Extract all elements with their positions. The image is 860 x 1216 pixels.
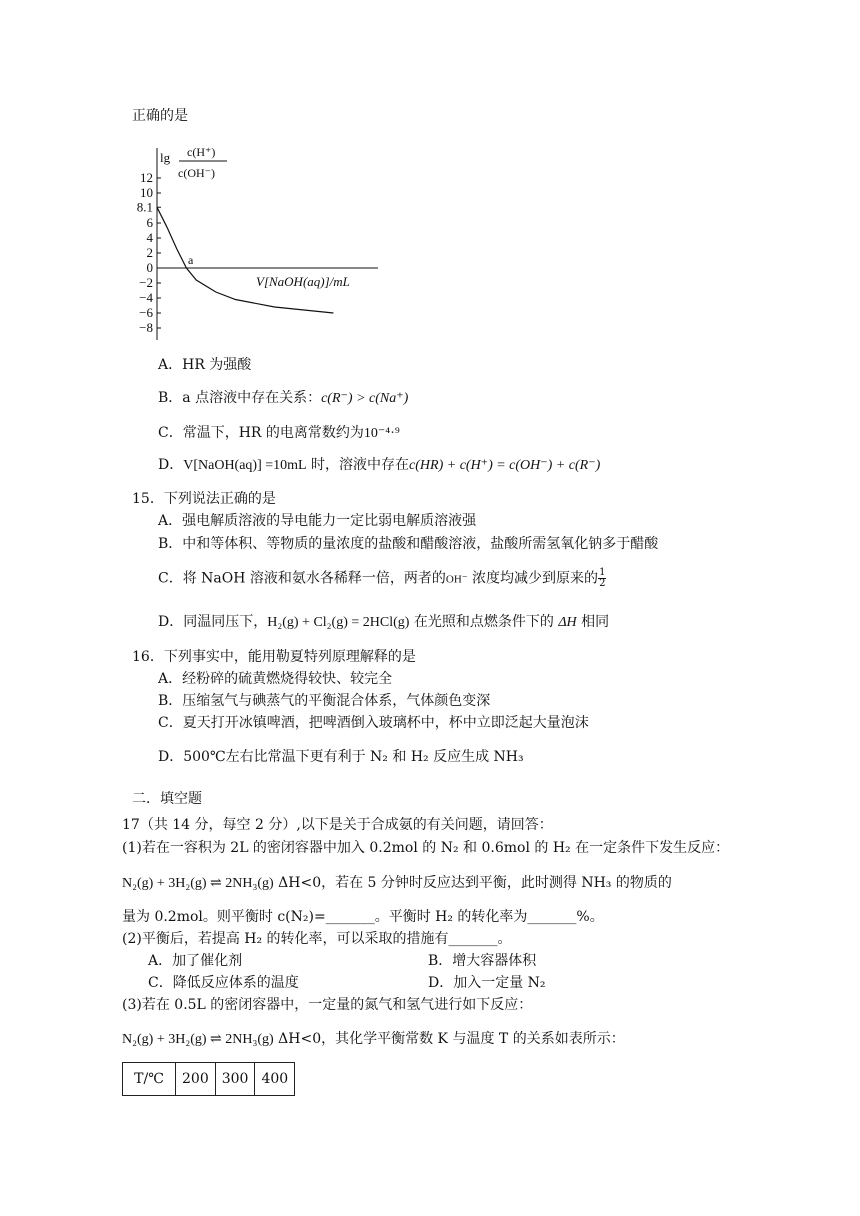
- q14-c-prefix: C．常温下，HR 的电离常数约为: [158, 425, 364, 441]
- q14-b-prefix: B．a 点溶液中存在关系：: [158, 390, 322, 406]
- q16-option-b: B．压缩氢气与碘蒸气的平衡混合体系，气体颜色变深: [158, 693, 491, 709]
- y-tick-label: 6: [146, 215, 153, 230]
- fraction-one-half: [598, 568, 606, 589]
- y-label-denominator: c(OH⁻): [178, 166, 215, 180]
- q15-option-d: [158, 613, 609, 632]
- q17-part3b: ΔH<0，其化学平衡常数 K 与温度 T 的关系如表所示：: [273, 1031, 625, 1047]
- point-a-label: a: [188, 253, 194, 267]
- q15-option-c: [158, 568, 606, 589]
- fraction-denominator: 2: [599, 578, 606, 589]
- y-tick-label: 0: [146, 260, 153, 275]
- equilibrium-table: [122, 1062, 295, 1096]
- q16-stem: 16．下列事实中，能用勒夏特列原理解释的是: [132, 649, 416, 665]
- q17-p2-option-a: A．加了催化剂: [148, 953, 243, 969]
- q16-option-d: D．500℃左右比常温下更有利于 N₂ 和 H₂ 反应生成 NH₃: [158, 749, 524, 765]
- q17-equation-2: N₂(g) + 3H₂(g) ⇌ 2NH₃(g): [122, 1032, 274, 1047]
- q17-part2: (2)平衡后，若提高 H₂ 的转化率，可以采取的措施有_______。: [122, 931, 512, 947]
- y-label-numerator: c(H⁺): [187, 145, 216, 159]
- q17-equation: N₂(g) + 3H₂(g) ⇌ 2NH₃(g): [122, 876, 274, 891]
- q15-d-prefix: D．同温同压下，: [158, 614, 268, 630]
- q14-option-d: [158, 456, 600, 475]
- q17-part1: (1)若在一容积为 2L 的密闭容器中加入 0.2mol 的 N₂ 和 0.6mol 的 H₂ 在一定条件下发生反应：: [122, 840, 730, 856]
- x-axis-label: V[NaOH(aq)]/mL: [256, 274, 350, 289]
- q14-option-b: [158, 389, 408, 408]
- q17-p2-option-d: D．加入一定量 N₂: [428, 975, 546, 991]
- y-tick-label: −8: [139, 320, 153, 335]
- q15-d-dh: ΔH: [558, 615, 577, 630]
- q17-part3-equation-line: [122, 1030, 625, 1049]
- q14-option-c: [158, 424, 400, 443]
- q15-c-prefix: C．将 NaOH 溶液和氨水各稀释一倍，两者的: [158, 570, 446, 587]
- q17-part1c: 量为 0.2mol。则平衡时 c(N₂)=_______。平衡时 H₂ 的转化率为_______%。: [122, 909, 604, 925]
- y-tick-label: 12: [140, 170, 153, 185]
- q14-option-a: A．HR 为强酸: [158, 357, 252, 373]
- q15-d-mid: 在光照和点燃条件下的: [409, 614, 559, 630]
- q15-d-end: 相同: [576, 614, 610, 630]
- y-tick-label: 2: [146, 245, 153, 260]
- q15-option-b: B．中和等体积、等物质的量浓度的盐酸和醋酸溶液，盐酸所需氢氧化钠多于醋酸: [158, 536, 659, 552]
- y-axis-label: [160, 145, 227, 180]
- y-tick-label: −4: [139, 290, 153, 305]
- table-header-cell: T/℃: [123, 1063, 176, 1096]
- y-tick-label: −6: [139, 305, 153, 320]
- y-tick-label: 10: [140, 185, 153, 200]
- q15-d-eq: H₂(g) + Cl₂(g) = 2HCl(g): [267, 615, 410, 630]
- q16-option-c: C．夏天打开冰镇啤酒，把啤酒倒入玻璃杯中，杯中立即泛起大量泡沫: [158, 715, 589, 731]
- q17-stem: 17（共 14 分，每空 2 分）,以下是关于合成氨的有关问题，请回答：: [122, 817, 553, 833]
- q14-c-expr: 10⁻⁴·⁹: [363, 426, 400, 441]
- fraction-numerator: 1: [599, 567, 606, 578]
- q17-part3: (3)若在 0.5L 的密闭容器中，一定量的氮气和氢气进行如下反应：: [122, 997, 533, 1013]
- q14-d-mid: 时，溶液中存在: [306, 457, 410, 473]
- q15-c-mid: 浓度均减少到原来的: [467, 570, 599, 587]
- y-tick-label: 8.1: [136, 199, 153, 215]
- q17-p2-option-b: B．增大容器体积: [428, 953, 537, 969]
- q16-option-a: A．经粉碎的硫黄燃烧得较快、较完全: [158, 671, 393, 687]
- q14-d-prefix: D．: [158, 457, 184, 473]
- q15-option-a: A．强电解质溶液的导电能力一定比弱电解质溶液强: [158, 513, 477, 529]
- q15-stem: 15．下列说法正确的是: [132, 491, 276, 507]
- q14-b-expr: c(R⁻) > c(Na⁺): [321, 391, 409, 406]
- intro-text: 正确的是: [132, 108, 188, 124]
- q17-p2-option-c: C．降低反应体系的温度: [148, 975, 299, 991]
- q14-d-expr2: c(HR) + c(H⁺) = c(OH⁻) + c(R⁻): [409, 458, 601, 473]
- titration-chart: [120, 140, 390, 350]
- table-header-cell: 300: [215, 1063, 255, 1096]
- y-label-prefix: lg: [160, 150, 171, 165]
- q14-d-expr1: V[NaOH(aq)] =10mL: [183, 458, 307, 473]
- series-line: [157, 207, 333, 313]
- q17-part1-equation-line: [122, 874, 672, 893]
- table-row: [123, 1063, 295, 1096]
- y-tick-label: 4: [146, 230, 153, 245]
- table-header-cell: 200: [176, 1063, 216, 1096]
- table-header-cell: 400: [255, 1063, 295, 1096]
- section-heading: 二．填空题: [132, 791, 202, 807]
- q17-part1b: ΔH<0，若在 5 分钟时反应达到平衡，此时测得 NH₃ 的物质的: [273, 875, 672, 891]
- y-tick-label: −2: [139, 275, 153, 290]
- q15-c-ion: OH⁻: [445, 573, 468, 586]
